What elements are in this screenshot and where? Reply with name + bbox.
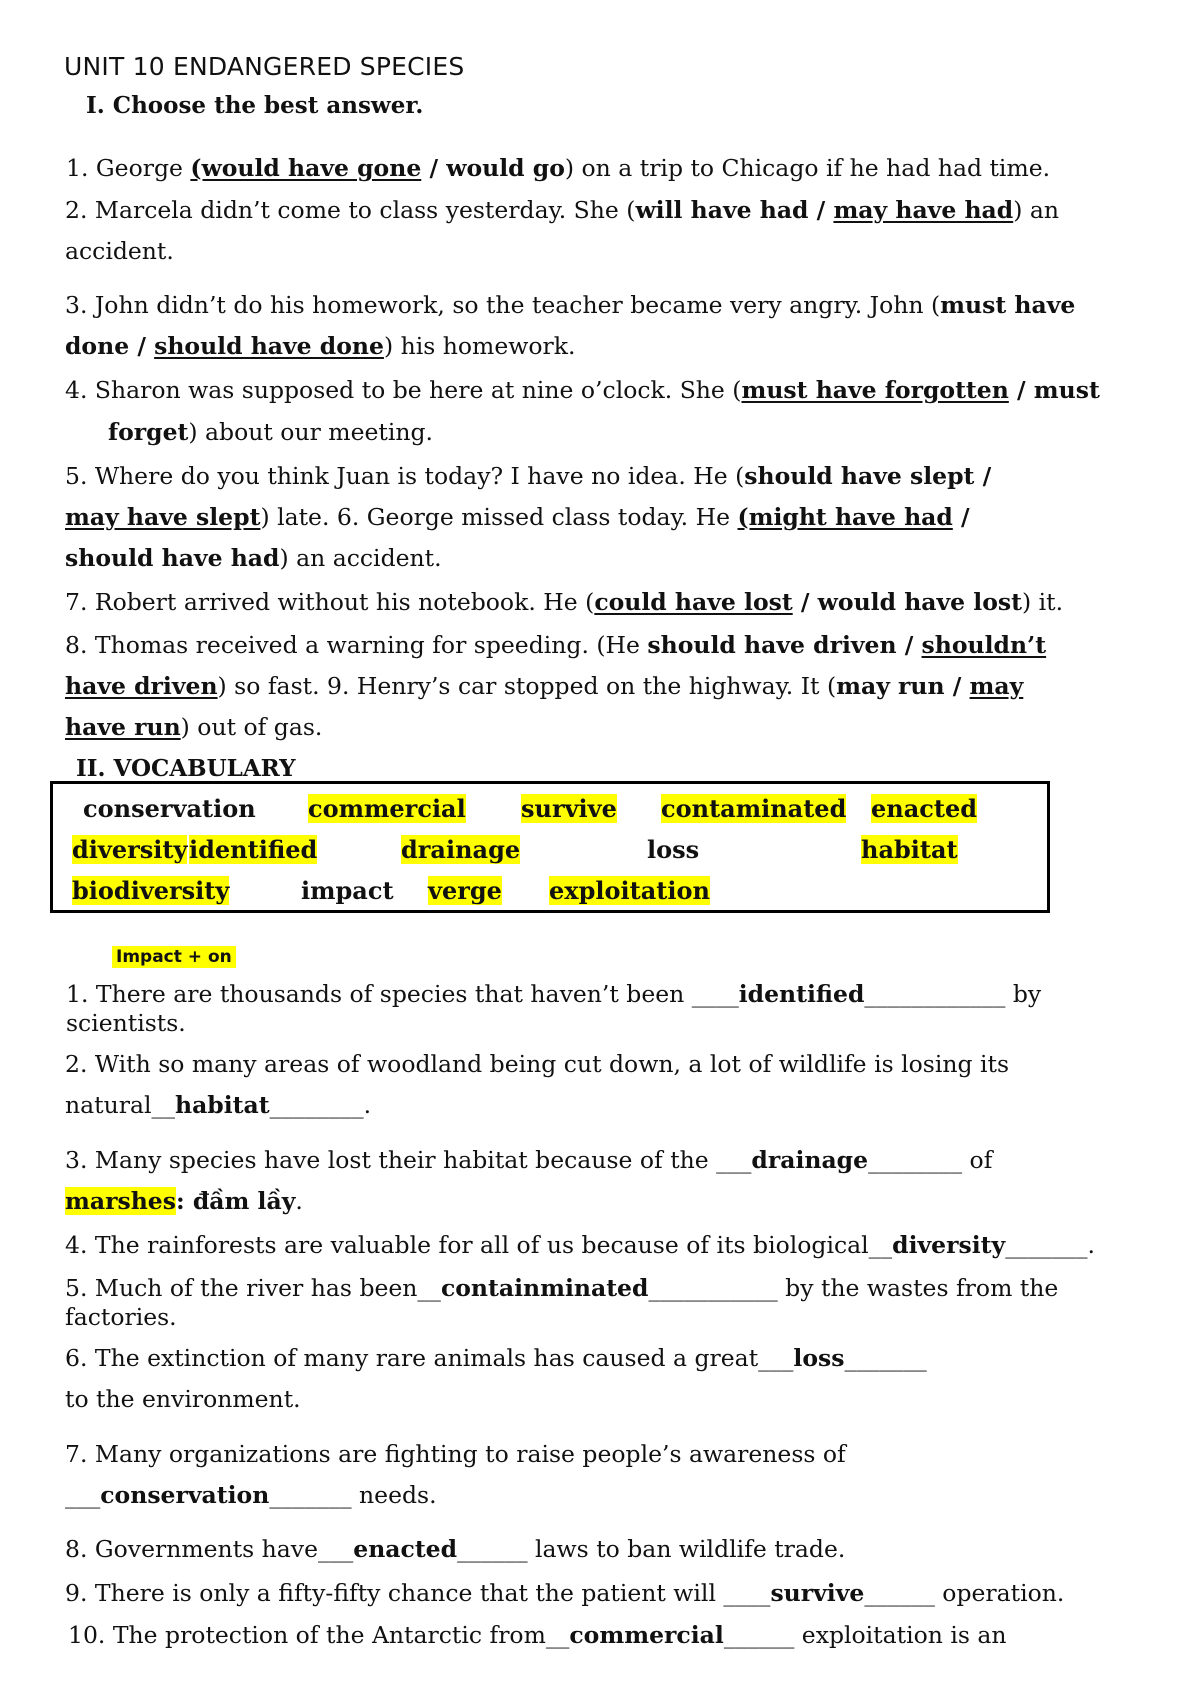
word-biodiversity: biodiversity — [72, 876, 230, 905]
vocab-item-6-cont: to the environment. — [65, 1385, 301, 1413]
vocab-item-5-cont: factories. — [65, 1303, 177, 1331]
question-2-cont: accident. — [65, 237, 174, 265]
question-2: 2. Marcela didn’t come to class yesterday. She (will have had / may have had) an — [65, 196, 1060, 224]
word-bank — [50, 781, 1050, 913]
vocab-item-4: 4. The rainforests are valuable for all of us because of its biological__diversity_______. — [65, 1231, 1095, 1259]
word-impact: impact — [301, 876, 394, 905]
section-1-heading: I. Choose the best answer. — [86, 92, 424, 119]
word-diversity: diversity — [72, 835, 188, 864]
word-verge: verge — [428, 876, 502, 905]
question-9-cont: have run) out of gas. — [65, 713, 323, 741]
word-habitat: habitat — [861, 835, 958, 864]
question-4: 4. Sharon was supposed to be here at nine o’clock. She (must have forgotten / must — [65, 376, 1100, 404]
word-loss: loss — [647, 835, 700, 864]
word-exploitation: exploitation — [549, 876, 710, 905]
question-7: 7. Robert arrived without his notebook. He (could have lost / would have lost) it. — [65, 588, 1064, 616]
handwritten-note: Impact + on — [112, 946, 236, 968]
vocab-item-6: 6. The extinction of many rare animals has caused a great___loss_______ — [65, 1344, 927, 1372]
question-3-cont: done / should have done) his homework. — [65, 332, 576, 360]
vocab-item-10: 10. The protection of the Antarctic from__commercial______ exploitation is an — [68, 1621, 1007, 1649]
word-conservation: conservation — [83, 794, 256, 823]
vocab-item-8: 8. Governments have___enacted______ laws to ban wildlife trade. — [65, 1535, 846, 1563]
question-6-cont: should have had) an accident. — [65, 544, 442, 572]
question-1: 1. George (would have gone / would go) on a trip to Chicago if he had had time. — [66, 154, 1051, 182]
word-commercial: commercial — [308, 794, 466, 823]
question-8-9: have driven) so fast. 9. Henry’s car stopped on the highway. It (may run / may — [65, 672, 1024, 700]
vocab-item-1: 1. There are thousands of species that haven’t been ____identified____________ by — [66, 980, 1042, 1008]
question-8: 8. Thomas received a warning for speeding. (He should have driven / shouldn’t — [65, 631, 1047, 659]
question-3: 3. John didn’t do his homework, so the teacher became very angry. John (must have — [65, 291, 1076, 319]
vocab-item-3: 3. Many species have lost their habitat because of the ___drainage________ of — [65, 1146, 993, 1174]
word-drainage: drainage — [401, 835, 521, 864]
vocab-item-9: 9. There is only a fifty-fifty chance that the patient will ____survive______ operation. — [65, 1579, 1065, 1607]
page-title: UNIT 10 ENDANGERED SPECIES — [64, 52, 465, 81]
question-5: 5. Where do you think Juan is today? I have no idea. He (should have slept / — [65, 462, 992, 490]
vocab-item-5: 5. Much of the river has been__containminated___________ by the wastes from the — [65, 1274, 1059, 1302]
word-identified: identified — [189, 835, 318, 864]
vocab-item-7: 7. Many organizations are fighting to raise people’s awareness of — [65, 1440, 846, 1468]
word-enacted: enacted — [871, 794, 978, 823]
vocab-item-1-cont: scientists. — [66, 1009, 186, 1037]
vocab-item-2-cont: natural__habitat________. — [65, 1091, 372, 1119]
question-4-cont: forget) about our meeting. — [108, 418, 433, 446]
vocab-item-7-cont: ___conservation_______ needs. — [65, 1481, 437, 1509]
vocab-item-2: 2. With so many areas of woodland being cut down, a lot of wildlife is losing its — [65, 1050, 1010, 1078]
section-2-heading: II. VOCABULARY — [76, 755, 296, 782]
vocab-item-3-cont: marshes: đầm lầy. — [65, 1187, 303, 1215]
question-5-6: may have slept) late. 6. George missed class today. He (might have had / — [65, 503, 970, 531]
word-contaminated: contaminated — [661, 794, 847, 823]
word-survive: survive — [521, 794, 617, 823]
